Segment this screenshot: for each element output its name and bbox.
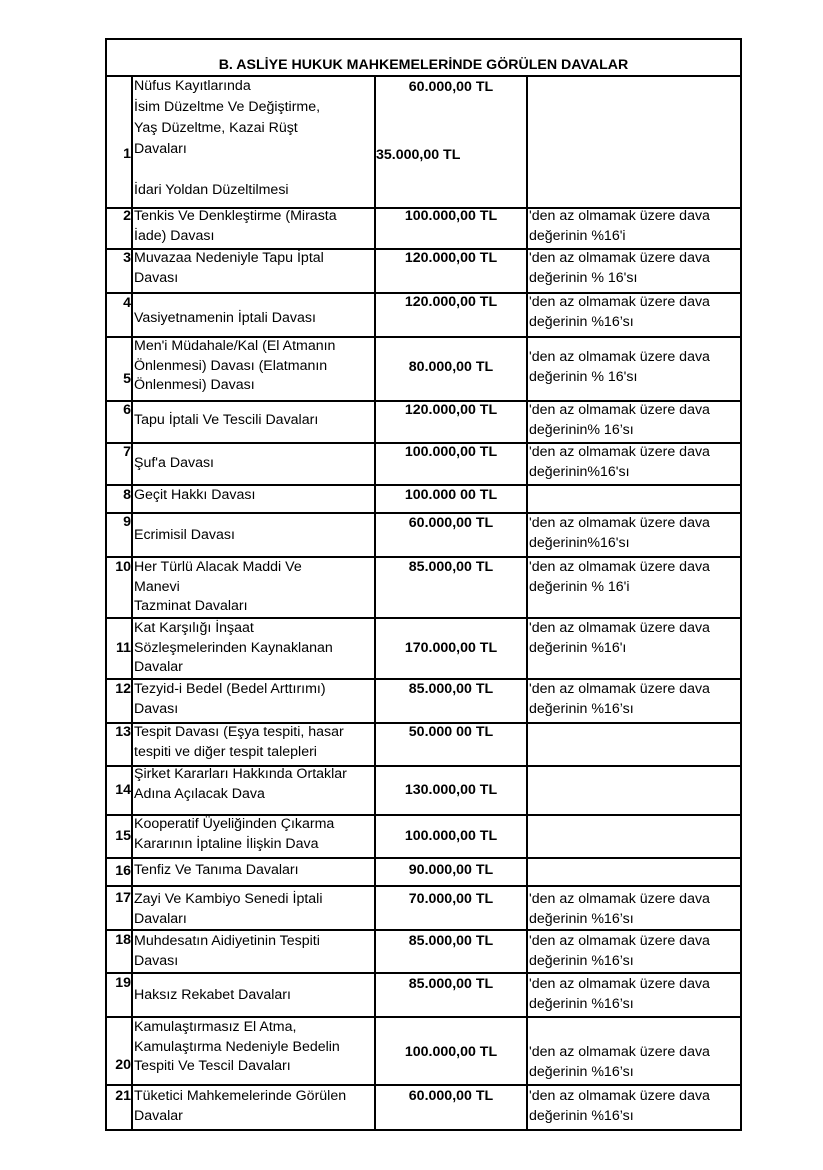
case-name-line: Kararının İptaline İlişkin Dava — [134, 835, 319, 852]
row-number: 6 — [123, 402, 131, 418]
case-name-line: Tapu İptali Ve Tescili Davaları — [134, 412, 319, 428]
row-number: 5 — [123, 371, 131, 387]
fee-note-line: 'den az olmamak üzere dava — [529, 349, 710, 365]
fee-note-line: değerinin %16’sı — [529, 313, 634, 330]
fee-amount: 60.000,00 TL — [408, 79, 494, 95]
fee-note-line: 'den az olmamak üzere dava — [529, 208, 710, 224]
fee-note-line: değerinin %16'i — [529, 227, 626, 244]
case-name-line: Davalar — [134, 1107, 183, 1124]
fee-amount: 85.000,00 TL — [408, 559, 494, 575]
case-name-line: Sözleşmelerinden Kaynaklanan — [134, 639, 333, 656]
case-name-line: İsim Düzeltme Ve Değiştirme, — [134, 99, 321, 115]
row-divider — [105, 678, 742, 680]
fee-amount: 120.000,00 TL — [404, 294, 498, 310]
fee-note-line: değerinin%16'sı — [529, 534, 630, 551]
fee-note-line: değerinin % 16'sı — [529, 368, 638, 385]
fee-note-line: değerinin %16’sı — [529, 700, 634, 717]
case-name-line: Tezyid-i Bedel (Bedel Arttırımı) — [134, 681, 326, 697]
row-number: 15 — [115, 828, 131, 844]
fee-note-line: değerinin %16'ı — [529, 639, 627, 656]
row-number: 11 — [116, 640, 131, 656]
fee-note-line: 'den az olmamak üzere dava — [529, 250, 710, 266]
fee-note-line: 'den az olmamak üzere dava — [529, 1044, 710, 1060]
case-name-line: Şuf'a Davası — [134, 455, 214, 471]
fee-note-line: 'den az olmamak üzere dava — [529, 976, 710, 992]
row-divider — [105, 556, 742, 558]
row-number: 14 — [115, 782, 131, 798]
case-name-line: Kat Karşılığı İnşaat — [134, 620, 254, 636]
row-number: 2 — [123, 208, 131, 224]
case-name-line: Manevi — [134, 578, 180, 595]
fee-amount: 100.000,00 TL — [404, 208, 498, 224]
fee-note-line: değerinin%16'sı — [529, 463, 630, 480]
row-number: 21 — [115, 1088, 131, 1104]
fee-note-line: değerinin % 16'i — [529, 578, 630, 595]
fee-amount: 60.000,00 TL — [408, 1088, 494, 1104]
fee-note-line: 'den az olmamak üzere dava — [529, 559, 710, 575]
fee-note-line: 'den az olmamak üzere dava — [529, 681, 710, 697]
row-number: 8 — [123, 487, 131, 503]
fee-note-line: değerinin% 16’sı — [529, 421, 634, 438]
case-name-line: Adına Açılacak Dava — [134, 785, 265, 802]
fee-amount: 85.000,00 TL — [408, 933, 494, 949]
header-divider — [105, 75, 742, 77]
case-name-line: Ecrimisil Davası — [134, 527, 235, 543]
fee-note-line: değerinin %16’sı — [529, 1063, 634, 1080]
fee-note-line: değerinin % 16'sı — [529, 269, 638, 286]
row-number: 10 — [115, 559, 131, 575]
case-name-line: Geçit Hakkı Davası — [134, 487, 256, 503]
fee-note-line: değerinin %16’sı — [529, 1107, 634, 1124]
fee-amount: 130.000,00 TL — [404, 782, 498, 798]
case-name-line: Önlenmesi) Davası — [134, 377, 255, 393]
fee-amount: 85.000,00 TL — [408, 976, 494, 992]
fee-amount: 50.000 00 TL — [408, 724, 494, 740]
row-number: 19 — [115, 975, 131, 991]
case-name-line: Davalar — [134, 659, 183, 675]
fee-note-line: değerinin %16’sı — [529, 952, 634, 969]
row-divider — [105, 617, 742, 619]
fee-amount: 100.000,00 TL — [404, 444, 498, 460]
fee-note-line: değerinin %16’sı — [529, 995, 634, 1012]
table-border — [105, 38, 742, 1131]
case-name-line: Muhdesatın Aidiyetinin Tespiti — [134, 933, 320, 949]
fee-amount: 100.000,00 TL — [404, 828, 498, 844]
case-name-line: Yaş Düzeltme, Kazai Rüşt — [134, 120, 298, 136]
row-number: 16 — [115, 863, 131, 879]
case-name-line: Tespiti Ve Tescil Davaları — [134, 1058, 291, 1074]
fee-note-line: 'den az olmamak üzere dava — [529, 294, 710, 310]
fee-note-line: 'den az olmamak üzere dava — [529, 1088, 710, 1104]
fee-note-line: 'den az olmamak üzere dava — [529, 515, 710, 531]
column-divider — [374, 75, 376, 1131]
case-name-line: Davaları — [134, 141, 187, 157]
case-name-line: Tazminat Davaları — [134, 598, 248, 614]
case-name-line: Haksız Rekabet Davaları — [134, 987, 291, 1003]
row-divider — [105, 1084, 742, 1086]
case-name-line: Davası — [134, 700, 179, 717]
fee-amount: 85.000,00 TL — [408, 681, 494, 697]
row-number: 13 — [115, 724, 131, 740]
fee-amount: 100.000 00 TL — [404, 487, 498, 503]
fee-amount: 35.000,00 TL — [376, 147, 461, 163]
fee-amount: 120.000,00 TL — [404, 250, 498, 266]
case-name-line: Tenfiz Ve Tanıma Davaları — [134, 862, 299, 878]
case-name-line: Kooperatif Üyeliğinden Çıkarma — [134, 816, 335, 832]
row-number: 18 — [115, 932, 131, 948]
table-title: B. ASLİYE HUKUK MAHKEMELERİNDE GÖRÜLEN DAVALAR — [218, 57, 629, 73]
row-number: 12 — [115, 681, 131, 697]
case-name-line: Davası — [134, 952, 179, 969]
fee-note-line: 'den az olmamak üzere dava — [529, 444, 710, 460]
case-name-line: Vasiyetnamenin İptali Davası — [134, 310, 316, 326]
case-name-line: Kamulaştırma Nedeniyle Bedelin — [134, 1038, 340, 1055]
case-name-line: Zayi Ve Kambiyo Senedi İptali — [134, 891, 323, 907]
row-number: 1 — [123, 146, 131, 162]
case-name-line: İdari Yoldan Düzeltilmesi — [134, 182, 289, 198]
case-name-line: Tüketici Mahkemelerinde Görülen — [134, 1088, 347, 1104]
case-name-line: Kamulaştırmasız El Atma, — [134, 1019, 297, 1035]
column-divider — [131, 75, 133, 1131]
fee-note-line: değerinin %16’sı — [529, 910, 634, 927]
case-name-line: Muvazaa Nedeniyle Tapu İptal — [134, 250, 324, 266]
fee-amount: 60.000,00 TL — [408, 515, 494, 531]
case-name-line: tespiti ve diğer tespit talepleri — [134, 743, 317, 760]
row-divider — [105, 972, 742, 974]
case-name-line: Önlenmesi) Davası (Elatmanın — [134, 357, 328, 374]
row-number: 9 — [123, 514, 131, 530]
fee-amount: 90.000,00 TL — [408, 862, 494, 878]
case-name-line: Nüfus Kayıtlarında — [134, 78, 251, 94]
row-divider — [105, 512, 742, 514]
row-number: 3 — [123, 250, 131, 266]
fee-amount: 120.000,00 TL — [404, 402, 498, 418]
case-name-line: İade) Davası — [134, 227, 215, 244]
fee-note-line: 'den az olmamak üzere dava — [529, 620, 710, 636]
column-divider — [526, 75, 528, 1131]
row-number: 20 — [115, 1057, 131, 1073]
fee-amount: 80.000,00 TL — [408, 359, 494, 375]
fee-amount: 170.000,00 TL — [404, 640, 498, 656]
row-divider — [105, 857, 742, 859]
row-number: 17 — [115, 890, 131, 906]
row-number: 4 — [123, 295, 131, 311]
case-name-line: Davası — [134, 269, 179, 286]
case-name-line: Tespit Davası (Eşya tespiti, hasar — [134, 724, 344, 740]
row-number: 7 — [123, 444, 131, 460]
fee-note-line: 'den az olmamak üzere dava — [529, 402, 710, 418]
fee-note-line: 'den az olmamak üzere dava — [529, 891, 710, 907]
fee-amount: 100.000,00 TL — [404, 1044, 498, 1060]
case-name-line: Davaları — [134, 910, 187, 927]
row-divider — [105, 929, 742, 931]
case-name-line: Tenkis Ve Denkleştirme (Mirasta — [134, 208, 337, 224]
case-name-line: Men'i Müdahale/Kal (El Atmanın — [134, 338, 336, 354]
row-divider — [105, 484, 742, 486]
row-divider — [105, 885, 742, 887]
case-name-line: Her Türlü Alacak Maddi Ve — [134, 559, 302, 575]
fee-note-line: 'den az olmamak üzere dava — [529, 933, 710, 949]
row-divider — [105, 1016, 742, 1018]
fee-amount: 70.000,00 TL — [408, 891, 494, 907]
case-name-line: Şirket Kararları Hakkında Ortaklar — [134, 766, 347, 782]
